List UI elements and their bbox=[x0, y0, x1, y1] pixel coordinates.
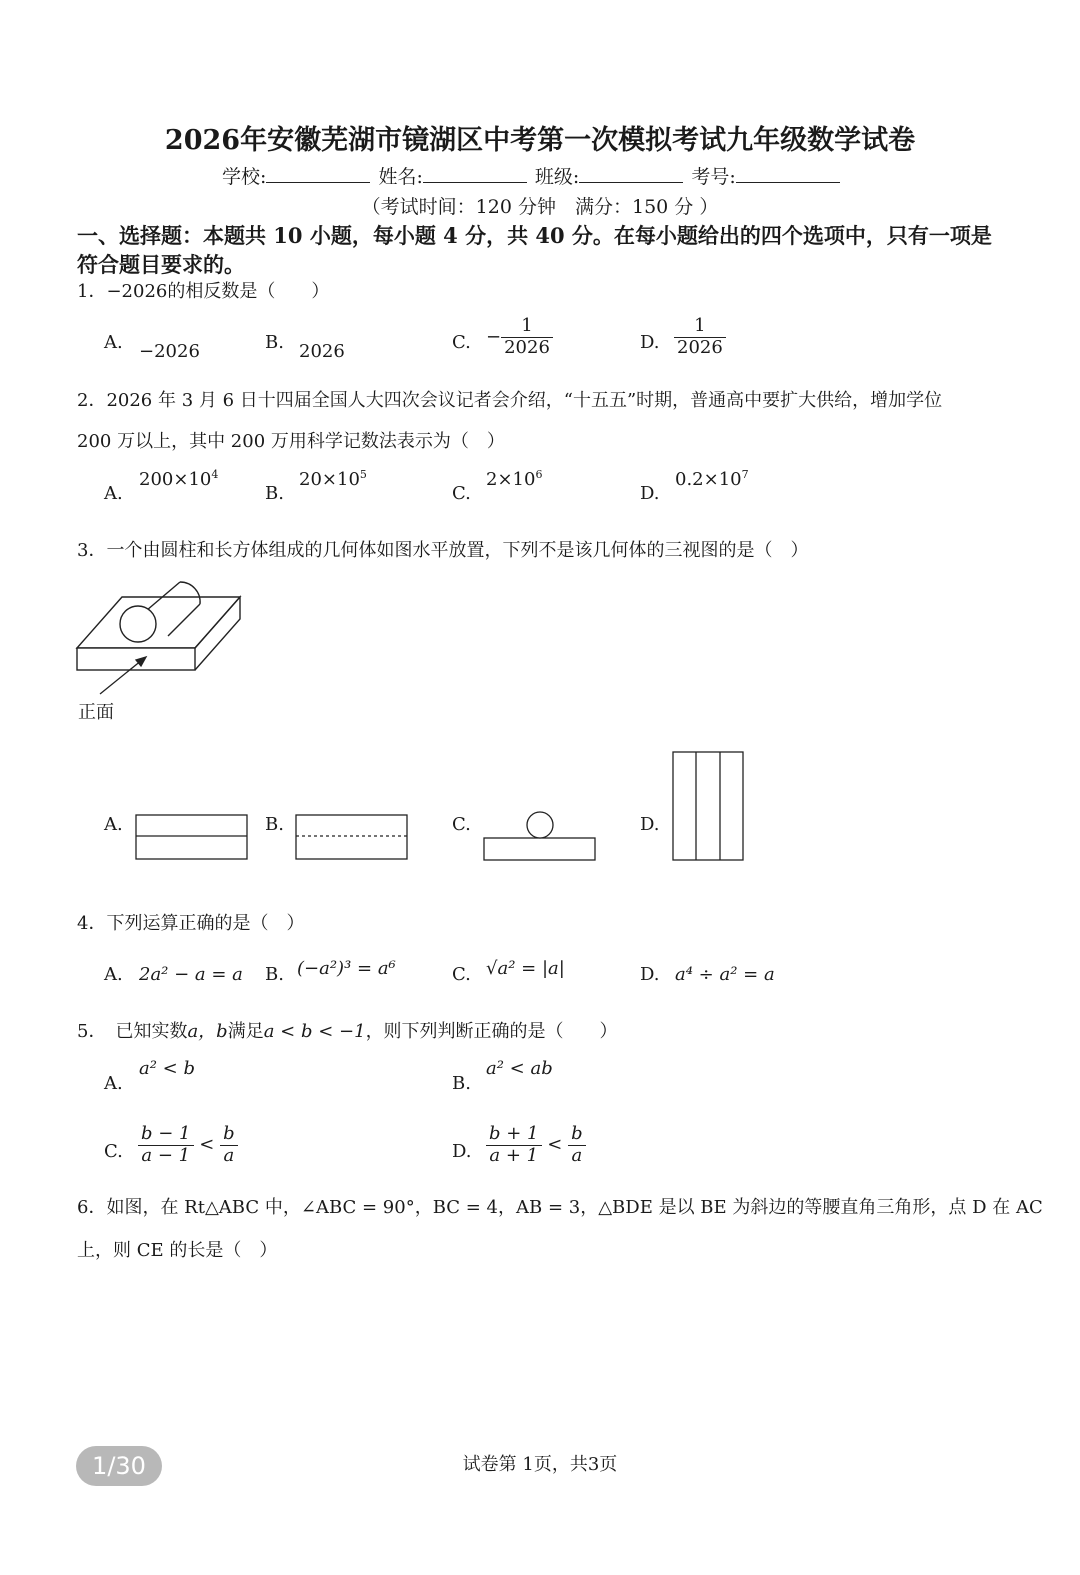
q2-d-exp: 7 bbox=[741, 468, 749, 481]
q5-d-den-left: a + 1 bbox=[489, 1144, 539, 1166]
q1-value: −2026 bbox=[106, 281, 168, 302]
q3-option-b-label: B. bbox=[265, 814, 284, 835]
q1-stem-text: 的相反数是（ ） bbox=[167, 281, 330, 302]
q5-d-den-right: a bbox=[571, 1144, 583, 1166]
q3-option-d-view bbox=[672, 751, 746, 863]
q3-front-label: 正面 bbox=[78, 702, 114, 723]
number-label: 考号: bbox=[691, 166, 736, 188]
q5-c-den-left: a − 1 bbox=[141, 1144, 191, 1166]
section-heading-line2: 符合题目要求的。 bbox=[77, 252, 245, 277]
q4-option-a-expr: 2a² − a = a bbox=[139, 964, 243, 985]
q1-c-fraction bbox=[501, 316, 553, 358]
q1-option-c-label: C. bbox=[452, 332, 471, 353]
q5-stem-mid: 满足 bbox=[227, 1021, 264, 1042]
q1-d-numerator: 1 bbox=[674, 316, 726, 338]
q5-condition: a < b < −1 bbox=[263, 1021, 366, 1042]
q1-option-a-label: A. bbox=[104, 332, 123, 353]
q5-stem-post: ，则下列判断正确的是（ ） bbox=[365, 1021, 618, 1042]
q1-option-c-value bbox=[486, 316, 553, 358]
name-label: 姓名: bbox=[378, 166, 423, 188]
q1-option-a-value: −2026 bbox=[139, 341, 200, 362]
q5-option-a-label: A. bbox=[104, 1073, 123, 1094]
q5-option-a-expr: a² < b bbox=[139, 1058, 195, 1079]
q2-d-base: 0.2×10 bbox=[675, 469, 742, 490]
q2-c-exp: 6 bbox=[535, 468, 543, 481]
q5-option-c-label: C. bbox=[104, 1141, 123, 1162]
q1-option-b-value: 2026 bbox=[299, 341, 345, 362]
q3-option-c-label: C. bbox=[452, 814, 471, 835]
q4-option-b-label: B. bbox=[265, 964, 284, 985]
q3-option-d-label: D. bbox=[640, 814, 660, 835]
q2-option-d-value bbox=[675, 468, 749, 490]
question-2-line1: 2．2026 年 3 月 6 日十四届全国人大四次会议记者会介绍，“十五五”时期，普通高中要扩大供给，增加学位 bbox=[77, 390, 943, 411]
q5-c-fraction-left bbox=[138, 1124, 194, 1166]
q5-option-b-label: B. bbox=[452, 1073, 471, 1094]
q2-a-base: 200×10 bbox=[139, 469, 212, 490]
q4-option-b-expr: (−a²)³ = a⁶ bbox=[297, 958, 396, 979]
q2-b-base: 20×10 bbox=[299, 469, 360, 490]
q5-d-fraction-left bbox=[486, 1124, 542, 1166]
q5-d-num-left: b + 1 bbox=[486, 1124, 542, 1146]
q5-vars: a，b bbox=[187, 1021, 228, 1042]
q3-option-c-view bbox=[483, 810, 599, 864]
q5-stem-pre: 已知实数 bbox=[115, 1021, 188, 1042]
q2-option-a-label: A. bbox=[104, 483, 123, 504]
q5-c-relation: < bbox=[199, 1134, 215, 1156]
q5-option-d-expr bbox=[486, 1124, 586, 1166]
question-1-stem bbox=[77, 277, 329, 303]
q2-b-exp: 5 bbox=[359, 468, 367, 481]
q1-c-denominator: 2026 bbox=[504, 336, 550, 358]
q5-d-fraction-right bbox=[568, 1124, 586, 1166]
q3-option-a-view bbox=[135, 814, 249, 862]
q3-option-a-label: A. bbox=[104, 814, 123, 835]
q5-d-num-right: b bbox=[568, 1124, 586, 1146]
section-heading-line1: 一、选择题：本题共 10 小题，每小题 4 分，共 40 分。在每小题给出的四个选项中，只有一项是 bbox=[77, 223, 992, 248]
exam-time-info: （考试时间：120 分钟 满分：150 分 ） bbox=[361, 196, 719, 218]
number-blank bbox=[736, 166, 840, 183]
q5-option-c-expr bbox=[138, 1124, 238, 1166]
q5-d-relation: < bbox=[547, 1134, 563, 1156]
q2-option-b-value bbox=[299, 468, 367, 490]
q4-option-d-label: D. bbox=[640, 964, 660, 985]
q4-option-a-label: A. bbox=[104, 964, 123, 985]
q4-option-c-label: C. bbox=[452, 964, 471, 985]
q5-number: 5． bbox=[77, 1021, 98, 1042]
q2-option-b-label: B. bbox=[265, 483, 284, 504]
q1-d-fraction bbox=[674, 316, 726, 358]
question-3-stem: 3．一个由圆柱和长方体组成的几何体如图水平放置，下列不是该几何体的三视图的是（ ） bbox=[77, 540, 809, 561]
q1-c-sign: − bbox=[486, 326, 502, 348]
q5-c-num-right: b bbox=[220, 1124, 238, 1146]
q1-option-d-value bbox=[674, 316, 726, 358]
q5-c-fraction-right bbox=[220, 1124, 238, 1166]
question-2-line2: 200 万以上，其中 200 万用科学记数法表示为（ ） bbox=[77, 431, 505, 452]
q1-option-b-label: B. bbox=[265, 332, 284, 353]
q2-option-a-value bbox=[139, 468, 218, 490]
question-6-line1: 6．如图，在 Rt△ABC 中，∠ABC = 90°，BC = 4，AB = 3，△BDE 是以 BE 为斜边的等腰直角三角形，点 D 在 AC bbox=[77, 1197, 1043, 1218]
question-5-stem bbox=[77, 1017, 618, 1043]
q4-option-d-expr: a⁴ ÷ a² = a bbox=[675, 964, 775, 985]
student-info-line bbox=[222, 162, 842, 189]
q1-c-numerator: 1 bbox=[501, 316, 553, 338]
name-blank bbox=[423, 166, 527, 183]
q3-option-b-view bbox=[295, 814, 409, 862]
exam-title: 2026年安徽芜湖市镜湖区中考第一次模拟考试九年级数学试卷 bbox=[164, 125, 916, 156]
page-footer: 试卷第 1页，共3页 bbox=[462, 1454, 618, 1475]
q2-c-base: 2×10 bbox=[486, 469, 536, 490]
school-blank bbox=[266, 166, 370, 183]
q2-option-c-label: C. bbox=[452, 483, 471, 504]
school-label: 学校: bbox=[222, 166, 267, 188]
question-4-stem: 4．下列运算正确的是（ ） bbox=[77, 913, 305, 934]
q5-option-d-label: D. bbox=[452, 1141, 472, 1162]
q2-option-c-value bbox=[486, 468, 542, 490]
q1-option-d-label: D. bbox=[640, 332, 660, 353]
class-label: 班级: bbox=[534, 166, 580, 188]
q5-c-num-left: b − 1 bbox=[138, 1124, 194, 1146]
q3-solid-figure bbox=[70, 566, 250, 696]
page-counter-badge[interactable]: 1/30 bbox=[76, 1446, 162, 1486]
class-blank bbox=[579, 166, 683, 183]
q2-option-d-label: D. bbox=[640, 483, 660, 504]
q4-option-c-expr: √a² = |a| bbox=[486, 958, 565, 979]
q5-c-den-right: a bbox=[223, 1144, 235, 1166]
q1-d-denominator: 2026 bbox=[677, 336, 723, 358]
q5-option-b-expr: a² < ab bbox=[486, 1058, 553, 1079]
q1-number: 1． bbox=[77, 281, 107, 302]
question-6-line2: 上，则 CE 的长是（ ） bbox=[77, 1240, 278, 1261]
q2-a-exp: 4 bbox=[211, 468, 219, 481]
